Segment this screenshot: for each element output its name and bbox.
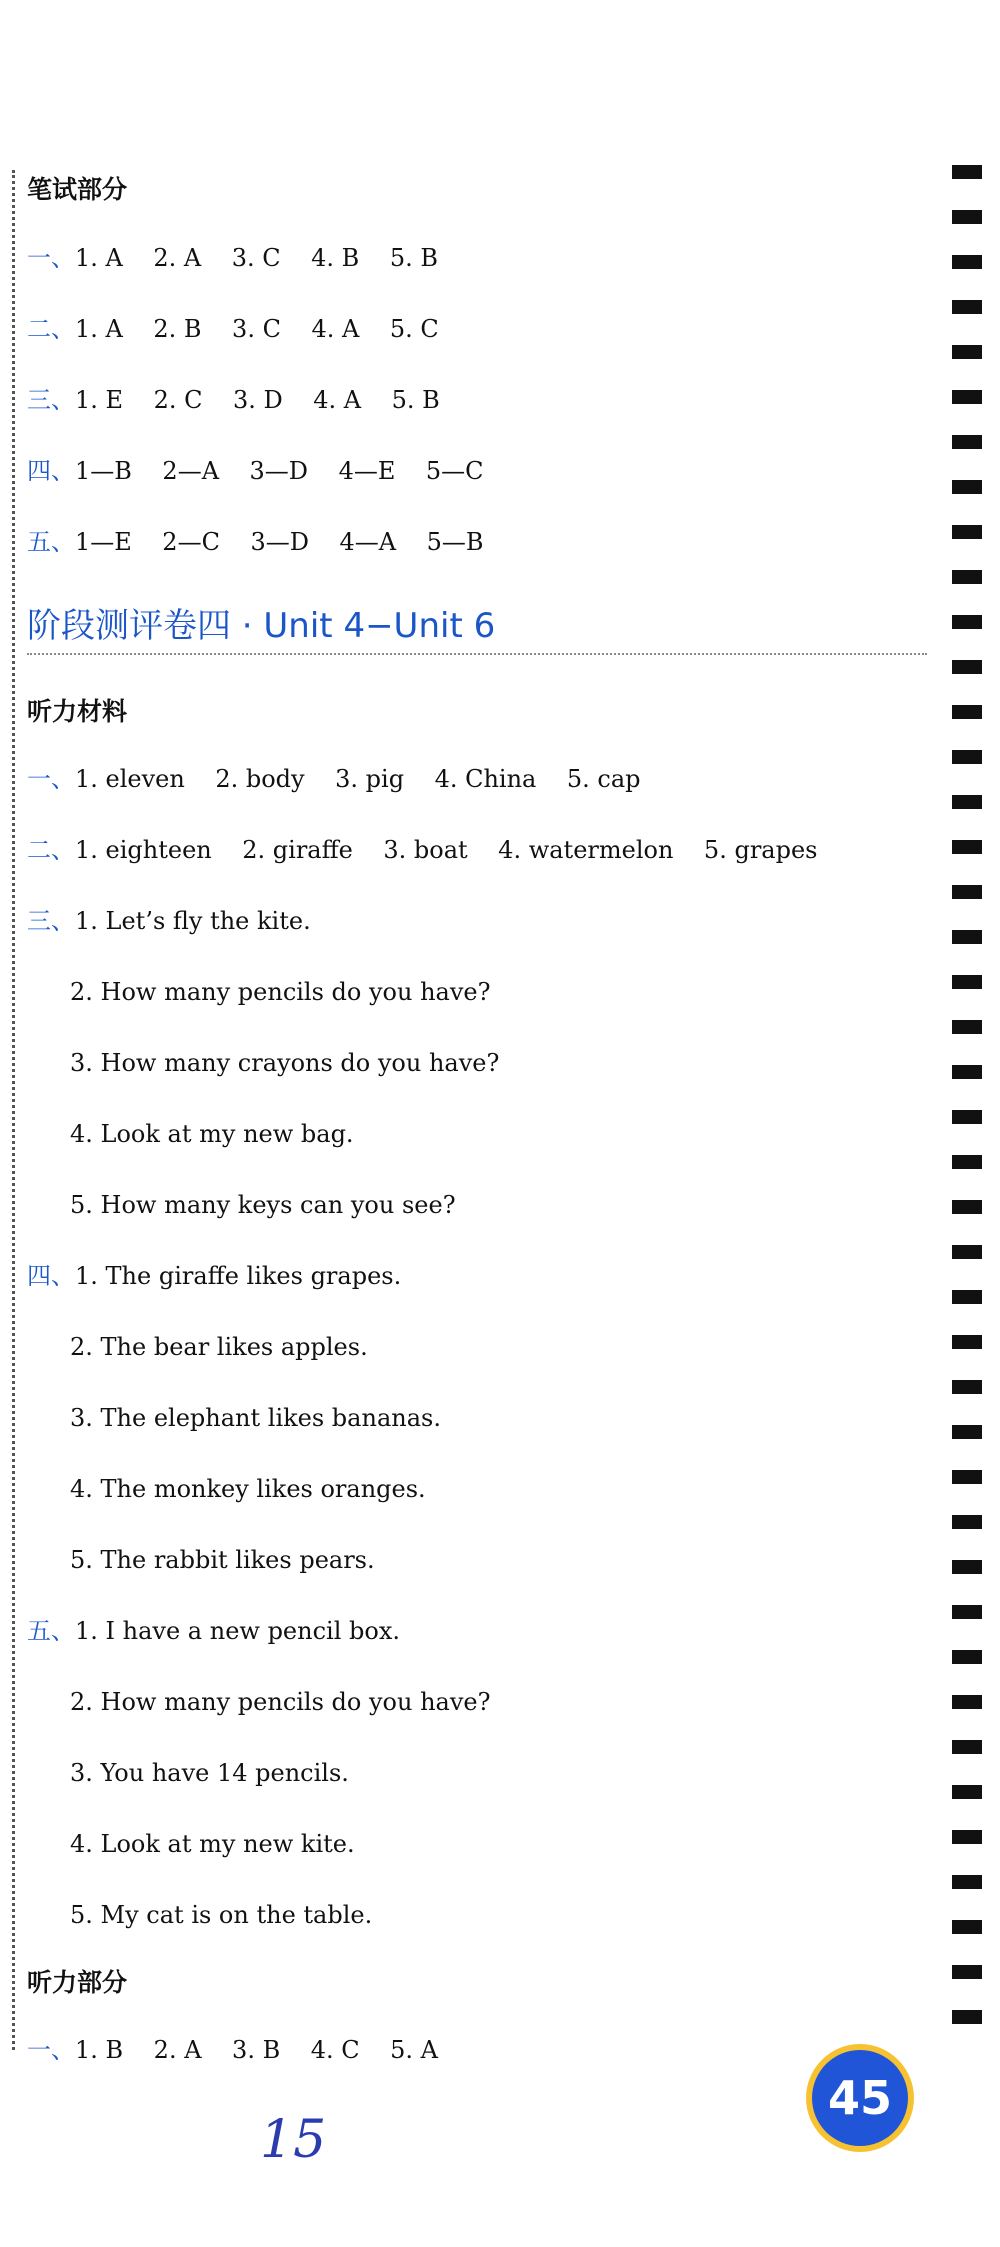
sentence-text: 1. Let’s fly the kite. xyxy=(75,907,311,935)
page-number-badge: 45 xyxy=(812,2050,908,2146)
answer-text: 1—B 2—A 3—D 4—E 5—C xyxy=(75,457,484,485)
binding-dash xyxy=(952,255,982,269)
written-part-heading: 笔试部分 xyxy=(27,175,128,204)
question-number: 二、 xyxy=(27,836,75,864)
sentence-line: 5. How many keys can you see? xyxy=(70,1191,456,1219)
sentence-line: 4. Look at my new bag. xyxy=(70,1120,354,1148)
binding-dash xyxy=(952,1560,982,1574)
answer-row xyxy=(27,898,311,944)
answer-row xyxy=(27,756,641,802)
answer-row xyxy=(27,2027,438,2073)
binding-dash xyxy=(952,210,982,224)
binding-dash-column xyxy=(952,165,982,2065)
sentence-line: 3. The elephant likes bananas. xyxy=(70,1404,441,1432)
binding-dash xyxy=(952,1020,982,1034)
answer-text: 1. E 2. C 3. D 4. A 5. B xyxy=(75,386,440,414)
question-number: 一、 xyxy=(27,765,75,793)
answer-row xyxy=(27,448,484,494)
sentence-line: 5. The rabbit likes pears. xyxy=(70,1546,375,1574)
answer-row xyxy=(27,306,439,352)
question-number: 二、 xyxy=(27,315,75,343)
binding-dash xyxy=(952,1785,982,1799)
binding-dash xyxy=(952,705,982,719)
sentence-line: 4. Look at my new kite. xyxy=(70,1830,355,1858)
answer-row xyxy=(27,827,818,873)
binding-dash xyxy=(952,1200,982,1214)
question-number: 三、 xyxy=(27,907,75,935)
binding-dash xyxy=(952,435,982,449)
title-underline xyxy=(27,653,927,655)
binding-dash xyxy=(952,975,982,989)
binding-dash xyxy=(952,165,982,179)
binding-dash xyxy=(952,1830,982,1844)
binding-dash xyxy=(952,1245,982,1259)
section-title-block xyxy=(27,598,927,658)
binding-dash xyxy=(952,1965,982,1979)
binding-dash xyxy=(952,1515,982,1529)
sentence-text: 1. The giraffe likes grapes. xyxy=(75,1262,402,1290)
listening-part-heading: 听力部分 xyxy=(27,1968,128,1997)
binding-dash xyxy=(952,840,982,854)
binding-dash xyxy=(952,570,982,584)
binding-dash xyxy=(952,750,982,764)
question-number: 一、 xyxy=(27,2036,75,2064)
binding-dash xyxy=(952,1290,982,1304)
binding-dash xyxy=(952,345,982,359)
binding-margin-line xyxy=(12,170,15,2050)
answer-text: 1. eleven 2. body 3. pig 4. China 5. cap xyxy=(75,765,641,793)
question-number: 四、 xyxy=(27,1262,75,1290)
answer-row xyxy=(27,1608,400,1654)
answer-row xyxy=(27,235,438,281)
binding-dash xyxy=(952,480,982,494)
binding-dash xyxy=(952,1695,982,1709)
answer-row xyxy=(27,377,440,423)
question-number: 四、 xyxy=(27,457,75,485)
answer-row xyxy=(27,1253,401,1299)
binding-dash xyxy=(952,1605,982,1619)
binding-dash xyxy=(952,300,982,314)
binding-dash xyxy=(952,885,982,899)
question-number: 五、 xyxy=(27,528,75,556)
answer-text: 1. A 2. B 3. C 4. A 5. C xyxy=(75,315,439,343)
question-number: 五、 xyxy=(27,1617,75,1645)
binding-dash xyxy=(952,1110,982,1124)
binding-dash xyxy=(952,1920,982,1934)
binding-dash xyxy=(952,795,982,809)
sentence-line: 2. How many pencils do you have? xyxy=(70,1688,491,1716)
binding-dash xyxy=(952,2010,982,2024)
answer-row xyxy=(27,519,484,565)
sentence-text: 1. I have a new pencil box. xyxy=(75,1617,400,1645)
binding-dash xyxy=(952,1470,982,1484)
sentence-line: 3. You have 14 pencils. xyxy=(70,1759,349,1787)
sentence-line: 4. The monkey likes oranges. xyxy=(70,1475,426,1503)
answer-text: 1—E 2—C 3—D 4—A 5—B xyxy=(75,528,484,556)
binding-dash xyxy=(952,1425,982,1439)
binding-dash xyxy=(952,390,982,404)
handwritten-number: 15 xyxy=(260,2110,327,2170)
question-number: 一、 xyxy=(27,244,75,272)
binding-dash xyxy=(952,660,982,674)
binding-dash xyxy=(952,1650,982,1664)
binding-dash xyxy=(952,1740,982,1754)
question-number: 三、 xyxy=(27,386,75,414)
binding-dash xyxy=(952,1155,982,1169)
answer-text: 1. B 2. A 3. B 4. C 5. A xyxy=(75,2036,438,2064)
listening-material-heading: 听力材料 xyxy=(27,697,128,726)
sentence-line: 5. My cat is on the table. xyxy=(70,1901,373,1929)
binding-dash xyxy=(952,615,982,629)
binding-dash xyxy=(952,525,982,539)
answer-text: 1. A 2. A 3. C 4. B 5. B xyxy=(75,244,438,272)
sentence-line: 3. How many crayons do you have? xyxy=(70,1049,500,1077)
sentence-line: 2. How many pencils do you have? xyxy=(70,978,491,1006)
binding-dash xyxy=(952,1380,982,1394)
sentence-line: 2. The bear likes apples. xyxy=(70,1333,368,1361)
binding-dash xyxy=(952,1065,982,1079)
binding-dash xyxy=(952,1335,982,1349)
answer-text: 1. eighteen 2. giraffe 3. boat 4. watermelon 5. grapes xyxy=(75,836,818,864)
binding-dash xyxy=(952,930,982,944)
binding-dash xyxy=(952,1875,982,1889)
section-title: 阶段测评卷四 · Unit 4−Unit 6 xyxy=(27,606,496,646)
